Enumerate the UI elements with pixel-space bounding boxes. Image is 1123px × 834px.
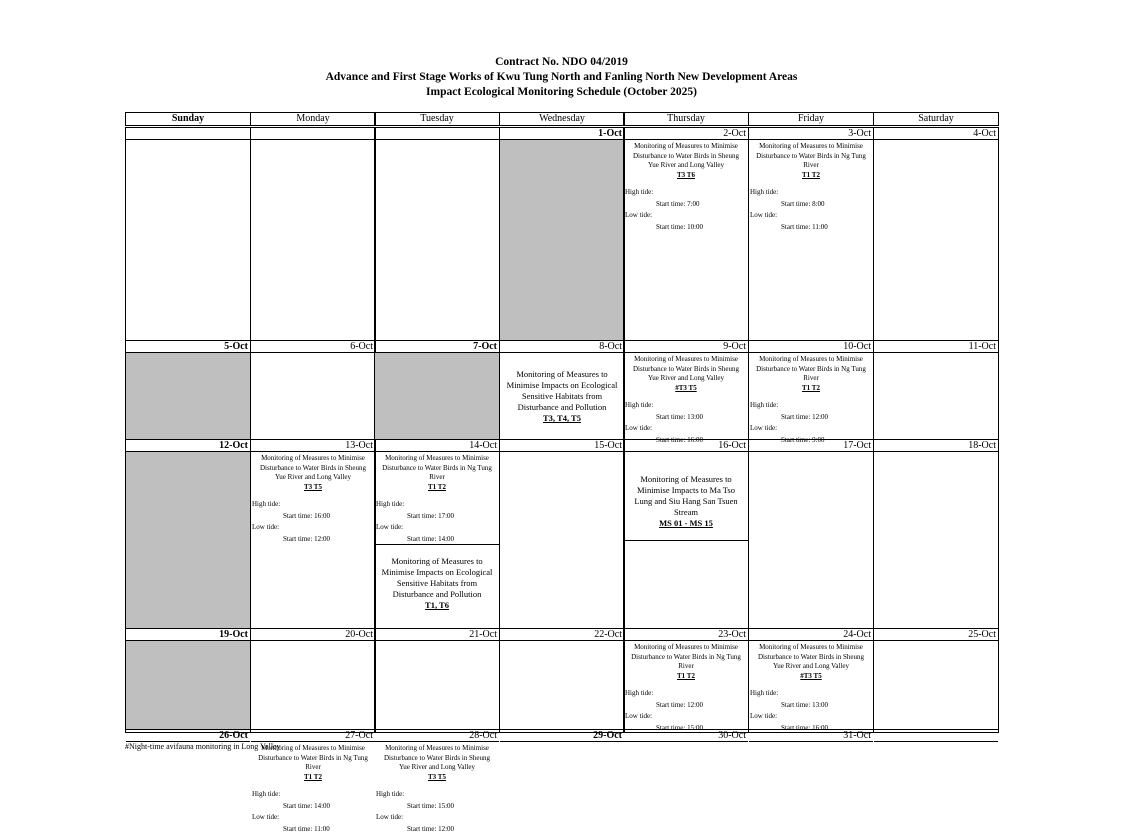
date-label: [126, 128, 250, 140]
low-tide-start-time: Start time: 16:00: [624, 436, 748, 446]
high-tide-start-time: Start time: 7:00: [624, 200, 748, 210]
cell-body: [251, 353, 375, 439]
event-name: Monitoring of Measures to Minimise Disturbance to Water Birds in Sheung Yue River and Long Valley: [749, 643, 873, 672]
cell-body: [500, 452, 624, 628]
date-label: 21-Oct: [375, 629, 499, 641]
event-name: Monitoring of Measures to Minimise Impacts to Ma Tso Lung and Siu Hang San Tsuen Stream: [630, 474, 742, 518]
date-label: 27-Oct: [251, 730, 375, 742]
calendar-cell: [623, 628, 749, 730]
cell-body: [749, 353, 873, 439]
cell-body: [874, 641, 998, 729]
water-bird-monitoring-event: [375, 454, 499, 544]
date-label: 18-Oct: [874, 440, 998, 452]
calendar-cell: [748, 729, 874, 733]
location-code: #T3 T5: [624, 384, 748, 394]
calendar-cell: [623, 127, 749, 341]
cell-body: [624, 452, 748, 628]
date-label: 14-Oct: [375, 440, 499, 452]
water-bird-monitoring-event: [624, 142, 748, 232]
cell-body: [375, 140, 499, 340]
calendar-cell: [250, 628, 376, 730]
high-tide-label: High tide:: [251, 790, 375, 800]
cell-divider: [375, 544, 499, 545]
date-label: 8-Oct: [500, 341, 624, 353]
cell-body: [624, 353, 748, 439]
date-label: 16-Oct: [624, 440, 748, 452]
date-label: 25-Oct: [874, 629, 998, 641]
event-name: Monitoring of Measures to Minimise Disturbance to Water Birds in Sheung Yue River and Long Valley: [624, 142, 748, 171]
date-label: 7-Oct: [375, 341, 499, 353]
low-tide-label: Low tide:: [251, 813, 375, 823]
water-bird-monitoring-event: [375, 744, 499, 834]
high-tide-label: High tide:: [624, 689, 748, 699]
high-tide-start-time: Start time: 8:00: [749, 200, 873, 210]
location-code: MS 01 - MS 15: [630, 518, 742, 529]
date-label: 15-Oct: [500, 440, 624, 452]
cell-body: [749, 140, 873, 340]
high-tide-start-time: Start time: 13:00: [624, 413, 748, 423]
date-label: [874, 730, 998, 742]
date-label: 10-Oct: [749, 341, 873, 353]
date-label: 19-Oct: [126, 629, 250, 641]
calendar-cell: [374, 127, 500, 341]
date-label: 22-Oct: [500, 629, 624, 641]
low-tide-label: Low tide:: [749, 712, 873, 722]
water-bird-monitoring-event: [251, 744, 375, 834]
calendar-cell: [873, 439, 999, 629]
cell-body: [749, 641, 873, 729]
day-header-tuesday: Tuesday: [374, 112, 500, 126]
date-label: 23-Oct: [624, 629, 748, 641]
low-tide-start-time: Start time: 10:00: [624, 223, 748, 233]
high-tide-start-time: Start time: 14:00: [251, 802, 375, 812]
low-tide-start-time: Start time: 16:00: [749, 724, 873, 734]
cell-body: [500, 353, 624, 439]
date-label: 4-Oct: [874, 128, 998, 140]
low-tide-label: Low tide:: [624, 424, 748, 434]
calendar-cell: [748, 127, 874, 341]
event-name: Monitoring of Measures to Minimise Disturbance to Water Birds in Ng Tung River: [624, 643, 748, 672]
event-name: Monitoring of Measures to Minimise Disturbance to Water Birds in Ng Tung River: [749, 355, 873, 384]
low-tide-label: Low tide:: [624, 712, 748, 722]
calendar-cell: [250, 439, 376, 629]
location-code: #T3 T5: [749, 672, 873, 682]
high-tide-label: High tide:: [749, 689, 873, 699]
event-name: Monitoring of Measures to Minimise Disturbance to Water Birds in Ng Tung River: [375, 454, 499, 483]
cell-body: [375, 353, 499, 439]
low-tide-label: Low tide:: [375, 523, 499, 533]
calendar-cell: [499, 340, 625, 440]
date-label: 20-Oct: [251, 629, 375, 641]
cell-body: [624, 140, 748, 340]
date-label: 28-Oct: [375, 730, 499, 742]
calendar-cell: [125, 439, 251, 629]
day-header-saturday: Saturday: [873, 112, 999, 126]
high-tide-label: High tide:: [624, 401, 748, 411]
high-tide-start-time: Start time: 12:00: [749, 413, 873, 423]
cell-body: [126, 140, 250, 340]
water-bird-monitoring-event: [624, 355, 748, 445]
cell-body: [126, 452, 250, 628]
date-label: 9-Oct: [624, 341, 748, 353]
low-tide-start-time: Start time: 11:00: [749, 223, 873, 233]
cell-body: [375, 641, 499, 729]
date-label: [251, 128, 375, 140]
date-label: 12-Oct: [126, 440, 250, 452]
location-code: T1, T6: [381, 600, 493, 611]
low-tide-label: Low tide:: [749, 424, 873, 434]
event-name: Monitoring of Measures to Minimise Disturbance to Water Birds in Sheung Yue River and Long Valley: [624, 355, 748, 384]
low-tide-start-time: Start time: 12:00: [251, 535, 375, 545]
event-name: Monitoring of Measures to Minimise Impacts on Ecological Sensitive Habitats from Disturbance and Pollution: [506, 369, 618, 413]
calendar-cell: [873, 127, 999, 341]
calendar-cell: [873, 729, 999, 733]
event-name: Monitoring of Measures to Minimise Impacts on Ecological Sensitive Habitats from Disturbance and Pollution: [381, 556, 493, 600]
location-code: T1 T2: [251, 773, 375, 783]
event-name: Monitoring of Measures to Minimise Disturbance to Water Birds in Ng Tung River: [749, 142, 873, 171]
date-label: 30-Oct: [624, 730, 748, 742]
calendar-cell: [374, 439, 500, 629]
location-code: T1 T2: [624, 672, 748, 682]
calendar-cell: [250, 729, 376, 733]
date-label: 24-Oct: [749, 629, 873, 641]
cell-body: [126, 353, 250, 439]
date-label: 13-Oct: [251, 440, 375, 452]
date-label: 2-Oct: [624, 128, 748, 140]
calendar-cell: [125, 127, 251, 341]
event-name: Monitoring of Measures to Minimise Disturbance to Water Birds in Sheung Yue River and Long Valley: [375, 744, 499, 773]
cell-body: [874, 452, 998, 628]
day-header-friday: Friday: [748, 112, 874, 126]
cell-body: [749, 452, 873, 628]
day-header-wednesday: Wednesday: [499, 112, 625, 126]
event-name: Monitoring of Measures to Minimise Disturbance to Water Birds in Ng Tung River: [251, 744, 375, 773]
low-tide-label: Low tide:: [749, 211, 873, 221]
calendar-cell: [374, 628, 500, 730]
low-tide-label: Low tide:: [624, 211, 748, 221]
date-label: 6-Oct: [251, 341, 375, 353]
high-tide-label: High tide:: [375, 500, 499, 510]
calendar-cell: [748, 628, 874, 730]
water-bird-monitoring-event: [251, 454, 375, 544]
high-tide-label: High tide:: [251, 500, 375, 510]
calendar-grid: [125, 112, 997, 732]
low-tide-start-time: Start time: 11:00: [251, 825, 375, 834]
water-bird-monitoring-event: [624, 643, 748, 733]
schedule-title: Impact Ecological Monitoring Schedule (October 2025): [0, 85, 1123, 100]
calendar-cell: [374, 729, 500, 733]
calendar-cell: [499, 127, 625, 341]
high-tide-start-time: Start time: 17:00: [375, 512, 499, 522]
water-bird-monitoring-event: [749, 142, 873, 232]
calendar-cell: [125, 729, 251, 733]
cell-body: [251, 452, 375, 628]
habitat-monitoring-event: [375, 556, 499, 611]
cell-divider: [624, 540, 748, 541]
location-code: T3 T5: [375, 773, 499, 783]
calendar-cell: [125, 628, 251, 730]
date-label: [375, 128, 499, 140]
calendar-cell: [250, 340, 376, 440]
date-label: 26-Oct: [126, 730, 250, 742]
date-label: 29-Oct: [500, 730, 624, 742]
calendar-cell: [125, 340, 251, 440]
date-label: 31-Oct: [749, 730, 873, 742]
low-tide-label: Low tide:: [375, 813, 499, 823]
cell-body: [126, 641, 250, 729]
cell-body: [500, 641, 624, 729]
event-name: Monitoring of Measures to Minimise Disturbance to Water Birds in Sheung Yue River and Long Valley: [251, 454, 375, 483]
high-tide-start-time: Start time: 12:00: [624, 701, 748, 711]
calendar-cell: [623, 729, 749, 733]
habitat-monitoring-event: [500, 369, 624, 424]
date-label: 5-Oct: [126, 341, 250, 353]
low-tide-start-time: Start time: 12:00: [375, 825, 499, 834]
day-header-monday: Monday: [250, 112, 376, 126]
calendar-cell: [499, 439, 625, 629]
calendar-cell: [748, 340, 874, 440]
low-tide-label: Low tide:: [251, 523, 375, 533]
calendar-cell: [499, 628, 625, 730]
low-tide-start-time: Start time: 15:00: [624, 724, 748, 734]
calendar-cell: [499, 729, 625, 733]
cell-body: [874, 140, 998, 340]
project-title: Advance and First Stage Works of Kwu Tung North and Fanling North New Development Areas: [0, 70, 1123, 85]
high-tide-label: High tide:: [624, 188, 748, 198]
habitat-monitoring-event: [624, 474, 748, 529]
location-code: T3 T6: [624, 171, 748, 181]
calendar-cell: [873, 340, 999, 440]
high-tide-start-time: Start time: 16:00: [251, 512, 375, 522]
day-header-sunday: Sunday: [125, 112, 251, 126]
location-code: T3 T5: [251, 483, 375, 493]
contract-title: Contract No. NDO 04/2019: [0, 55, 1123, 70]
date-label: 11-Oct: [874, 341, 998, 353]
high-tide-label: High tide:: [749, 188, 873, 198]
location-code: T1 T2: [375, 483, 499, 493]
location-code: T1 T2: [749, 171, 873, 181]
cell-body: [375, 452, 499, 628]
cell-body: [624, 641, 748, 729]
low-tide-start-time: Start time: 9:00: [749, 436, 873, 446]
calendar-cell: [873, 628, 999, 730]
day-header-thursday: Thursday: [623, 112, 749, 126]
high-tide-label: High tide:: [749, 401, 873, 411]
cell-body: [874, 353, 998, 439]
cell-body: [500, 140, 624, 340]
calendar-cell: [374, 340, 500, 440]
calendar-cell: [250, 127, 376, 341]
calendar-cell: [623, 340, 749, 440]
date-label: 3-Oct: [749, 128, 873, 140]
location-code: T3, T4, T5: [506, 413, 618, 424]
water-bird-monitoring-event: [749, 643, 873, 733]
water-bird-monitoring-event: [749, 355, 873, 445]
date-label: 17-Oct: [749, 440, 873, 452]
calendar-cell: [748, 439, 874, 629]
calendar-cell: [623, 439, 749, 629]
cell-body: [251, 140, 375, 340]
high-tide-label: High tide:: [375, 790, 499, 800]
date-label: 1-Oct: [500, 128, 624, 140]
high-tide-start-time: Start time: 13:00: [749, 701, 873, 711]
location-code: T1 T2: [749, 384, 873, 394]
low-tide-start-time: Start time: 14:00: [375, 535, 499, 545]
footnote: #Night-time avifauna monitoring in Long Valley: [125, 742, 281, 751]
high-tide-start-time: Start time: 15:00: [375, 802, 499, 812]
cell-body: [251, 641, 375, 729]
